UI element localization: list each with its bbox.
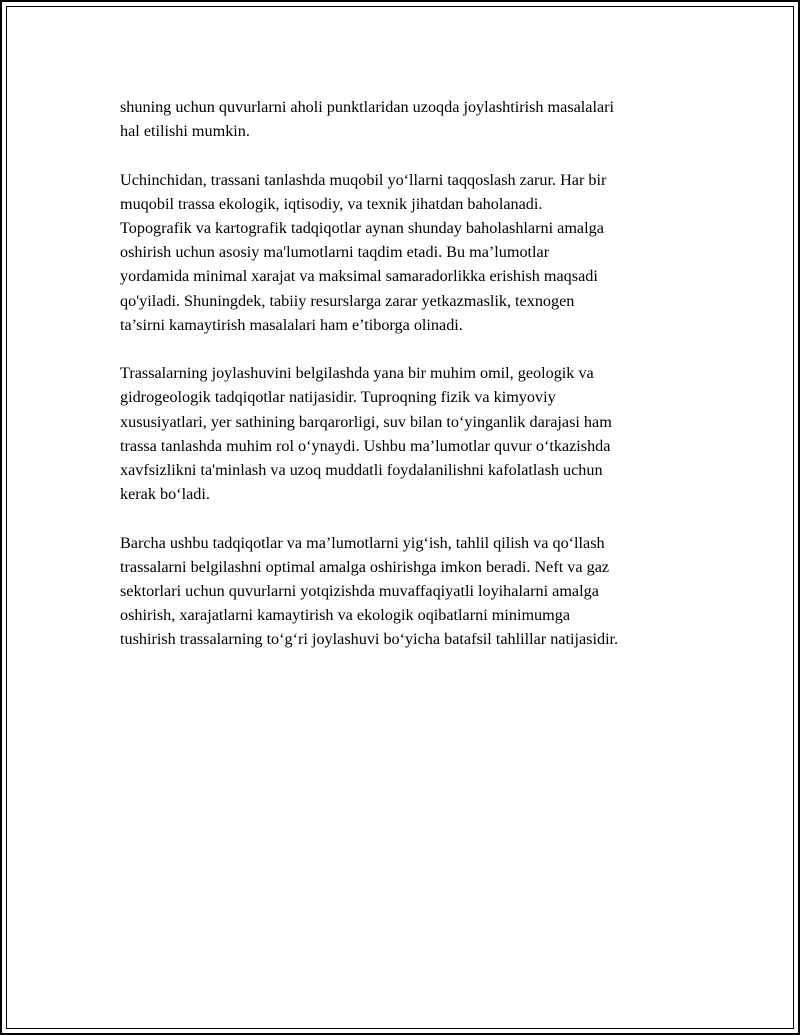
document-body <box>120 95 690 676</box>
text-line: kerak bo‘ladi. <box>120 485 210 504</box>
text-line: sektorlari uchun quvurlarni yotqizishda muvaffaqiyatli loyihalarni amalga <box>120 582 599 601</box>
text-line: oshirish uchun asosiy ma'lumotlarni taqdim etadi. Bu ma’lumotlar <box>120 243 550 262</box>
text-line: qo'yiladi. Shuningdek, tabiiy resurslarga zarar yetkazmaslik, texnogen <box>120 291 575 310</box>
text-line: xavfsizlikni ta'minlash va uzoq muddatli foydalanilishni kafolatlash uchun <box>120 461 603 480</box>
text-line: yordamida minimal xarajat va maksimal samaradorlikka erishish maqsadi <box>120 267 598 286</box>
paragraph-4 <box>120 531 690 652</box>
paragraph-1 <box>120 95 690 143</box>
text-line: oshirish, xarajatlarni kamaytirish va ekologik oqibatlarni minimumga <box>120 606 571 625</box>
text-line: Uchinchidan, trassani tanlashda muqobil yo‘llarni taqqoslash zarur. Har bir <box>120 170 607 189</box>
text-line: shuning uchun quvurlarni aholi punktlaridan uzoqda joylashtirish masalalari <box>120 98 615 116</box>
text-line: tushirish trassalarning to‘g‘ri joylashuvi bo‘yicha batafsil tahlillar natijasidir. <box>120 630 619 649</box>
text-line: ta’sirni kamaytirish masalalari ham e’tiborga olinadi. <box>120 315 463 334</box>
paragraph-3 <box>120 361 690 506</box>
text-line: Topografik va kartografik tadqiqotlar aynan shunday baholashlarni amalga <box>120 219 604 237</box>
text-line: Barcha ushbu tadqiqotlar va ma’lumotlarni yig‘ish, tahlil qilish va qo‘llash <box>120 533 605 552</box>
text-line: trassa tanlashda muhim rol o‘ynaydi. Ushbu ma’lumotlar quvur o‘tkazishda <box>120 436 611 455</box>
text-line: xususiyatlari, yer sathining barqarorligi, suv bilan to‘yinganlik darajasi ham <box>120 412 612 431</box>
text-line: Trassalarning joylashuvini belgilashda yana bir muhim omil, geologik va <box>120 364 594 383</box>
text-line: hal etilishi mumkin. <box>120 122 250 141</box>
text-line: gidrogeologik tadqiqotlar natijasidir. Tuproqning fizik va kimyoviy <box>120 388 556 407</box>
paragraph-2 <box>120 168 690 337</box>
text-line: trassalarni belgilashni optimal amalga oshirishga imkon beradi. Neft va gaz <box>120 557 610 576</box>
text-line: muqobil trassa ekologik, iqtisodiy, va texnik jihatdan baholanadi. <box>120 194 543 213</box>
